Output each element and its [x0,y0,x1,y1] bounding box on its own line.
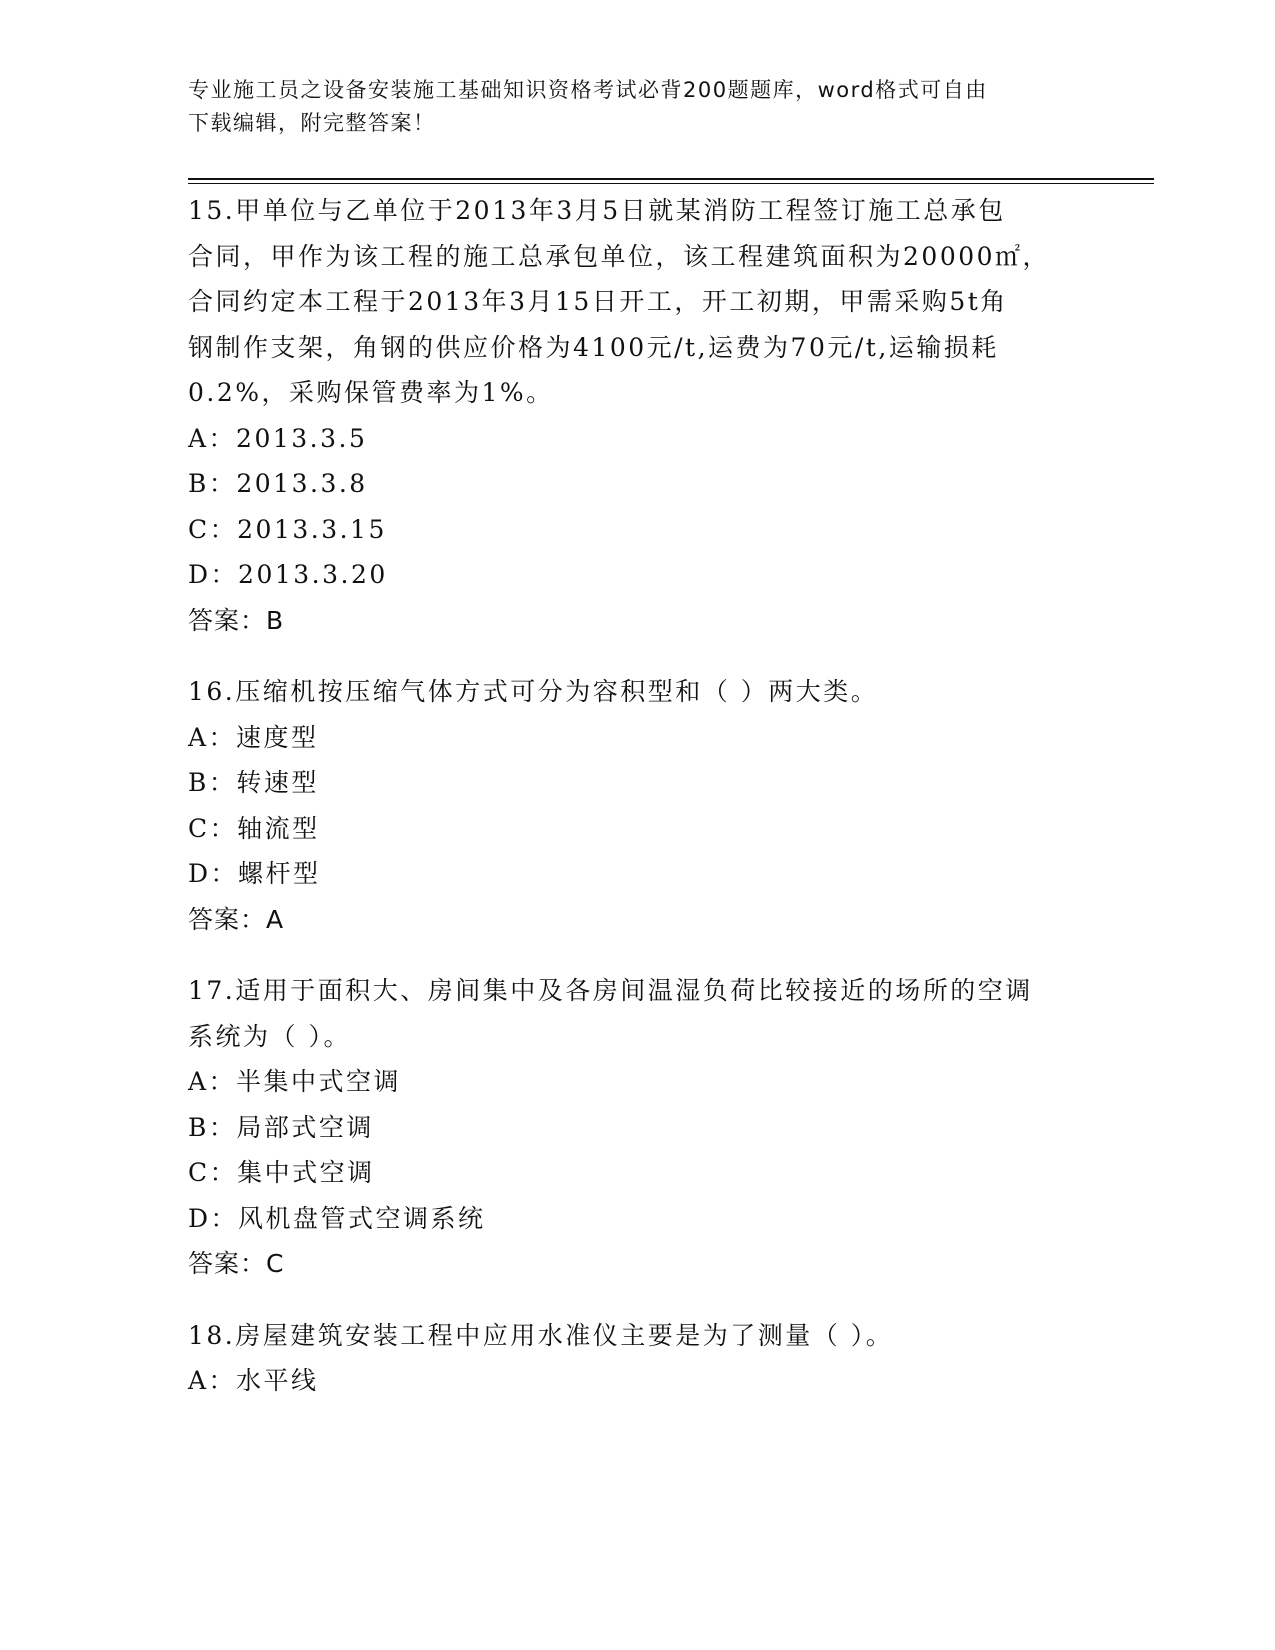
header-line-1: 专业施工员之设备安装施工基础知识资格考试必背200题题库，word格式可自由 [188,78,988,102]
option-a: A：2013.3.5 [188,423,368,453]
option-a: A：速度型 [188,722,319,752]
header-line-2: 下载编辑，附完整答案！ [188,111,436,135]
header-divider-thick [188,178,1154,180]
question-list [188,188,1088,1430]
header-divider-thin [188,183,1154,184]
option-c: C：2013.3.15 [188,514,387,544]
option-b: B：转速型 [188,768,319,797]
question-16 [188,669,1088,942]
option-c: C：轴流型 [188,813,320,843]
question-text-line: 系统为（ ）。 [188,1021,351,1051]
question-17 [188,968,1088,1287]
question-text-line: 18.房屋建筑安装工程中应用水准仪主要是为了测量（ ）。 [188,1320,894,1350]
option-d: D：螺杆型 [188,859,321,888]
question-text-line: 合同，甲作为该工程的施工总承包单位，该工程建筑面积为20000㎡， [188,241,1051,271]
document-header [188,74,1088,140]
option-d: D：2013.3.20 [188,560,388,589]
option-b: B：局部式空调 [188,1112,374,1142]
question-text-line: 合同约定本工程于2013年3月15日开工，开工初期，甲需采购5t角 [188,287,1008,316]
question-text-line: 16.压缩机按压缩气体方式可分为容积型和（ ）两大类。 [188,677,879,706]
question-text-line: 0.2%，采购保管费率为1%。 [188,378,554,407]
question-text-line: 钢制作支架，角钢的供应价格为4100元/t,运费为70元/t,运输损耗 [188,332,999,362]
answer-label: 答案：B [188,605,285,635]
answer-label: 答案：A [188,904,285,934]
question-18 [188,1313,1088,1404]
answer-label: 答案：C [188,1249,285,1278]
option-a: A：水平线 [188,1366,319,1395]
option-b: B：2013.3.8 [188,469,368,498]
question-text-line: 15.甲单位与乙单位于2013年3月5日就某消防工程签订施工总承包 [188,196,1006,225]
question-text-line: 17.适用于面积大、房间集中及各房间温湿负荷比较接近的场所的空调 [188,976,1033,1005]
option-d: D：风机盘管式空调系统 [188,1203,486,1233]
question-15 [188,188,1088,643]
option-a: A：半集中式空调 [188,1067,402,1096]
option-c: C：集中式空调 [188,1158,375,1187]
